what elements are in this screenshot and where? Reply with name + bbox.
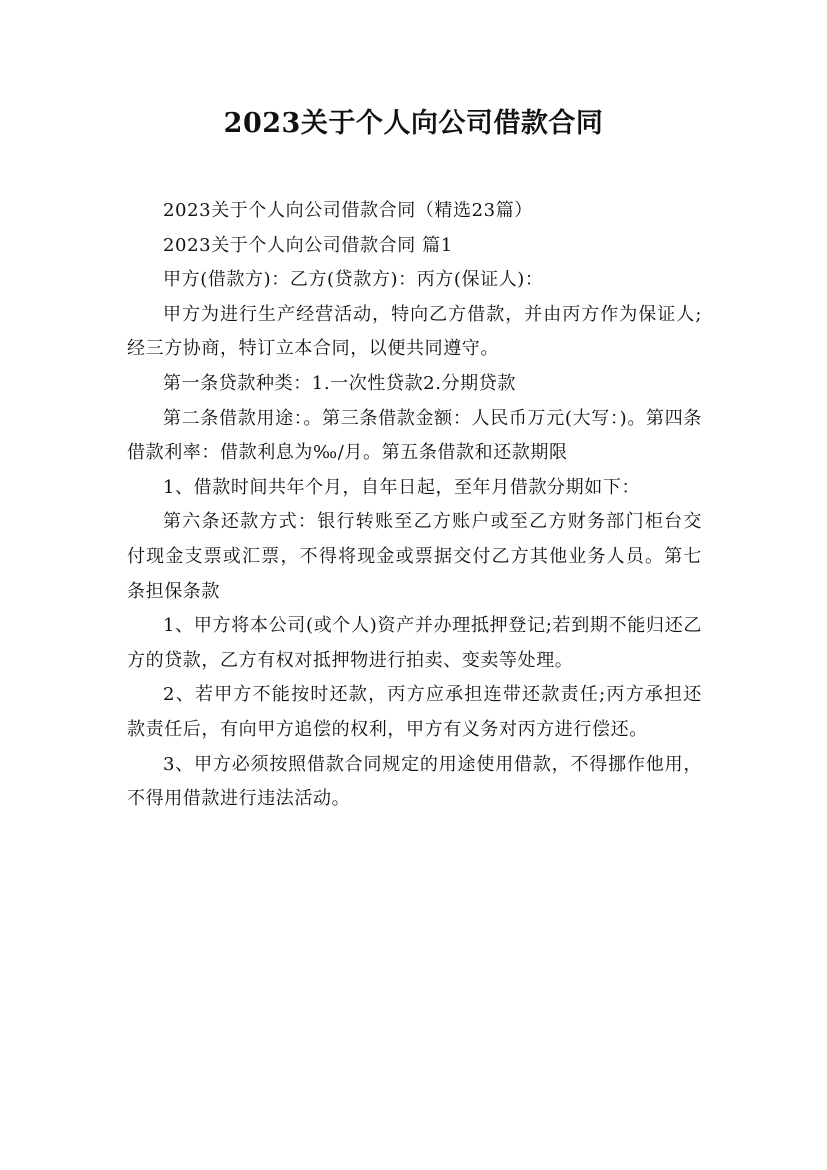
paragraph: 第二条借款用途：。第三条借款金额：人民币万元(大写：)。第四条借款利率：借款利息为‰/月。第五条借款和还款期限 [127, 407, 702, 464]
paragraph: 甲方(借款方)：乙方(贷款方)：丙方(保证人)： [163, 269, 544, 291]
paragraph: 2023关于个人向公司借款合同（精选23篇） [163, 200, 533, 221]
document-body [127, 194, 702, 817]
paragraph: 第一条贷款种类：1.一次性贷款2.分期贷款 [163, 372, 516, 394]
document-title: 2023关于个人向公司借款合同 [223, 108, 604, 139]
paragraph: 甲方为进行生产经营活动，特向乙方借款，并由丙方作为保证人;经三方协商，特订立本合同，以便共同遵守。 [127, 303, 702, 360]
paragraph: 1、甲方将本公司(或个人)资产并办理抵押登记;若到期不能归还乙方的贷款，乙方有权对抵押物进行拍卖、变卖等处理。 [127, 615, 702, 671]
paragraph: 第六条还款方式：银行转账至乙方账户或至乙方财务部门柜台交付现金支票或汇票，不得将现金或票据交付乙方其他业务人员。第七条担保条款 [127, 511, 702, 602]
paragraph: 1、借款时间共年个月，自年日起，至年月借款分期如下： [163, 476, 641, 498]
paragraph: 2023关于个人向公司借款合同 篇1 [163, 234, 453, 256]
paragraph: 3、甲方必须按照借款合同规定的用途使用借款，不得挪作他用，不得用借款进行违法活动。 [127, 753, 702, 810]
paragraph: 2、若甲方不能按时还款，丙方应承担连带还款责任;丙方承担还款责任后，有向甲方追偿的权利，甲方有义务对丙方进行偿还。 [127, 684, 702, 740]
